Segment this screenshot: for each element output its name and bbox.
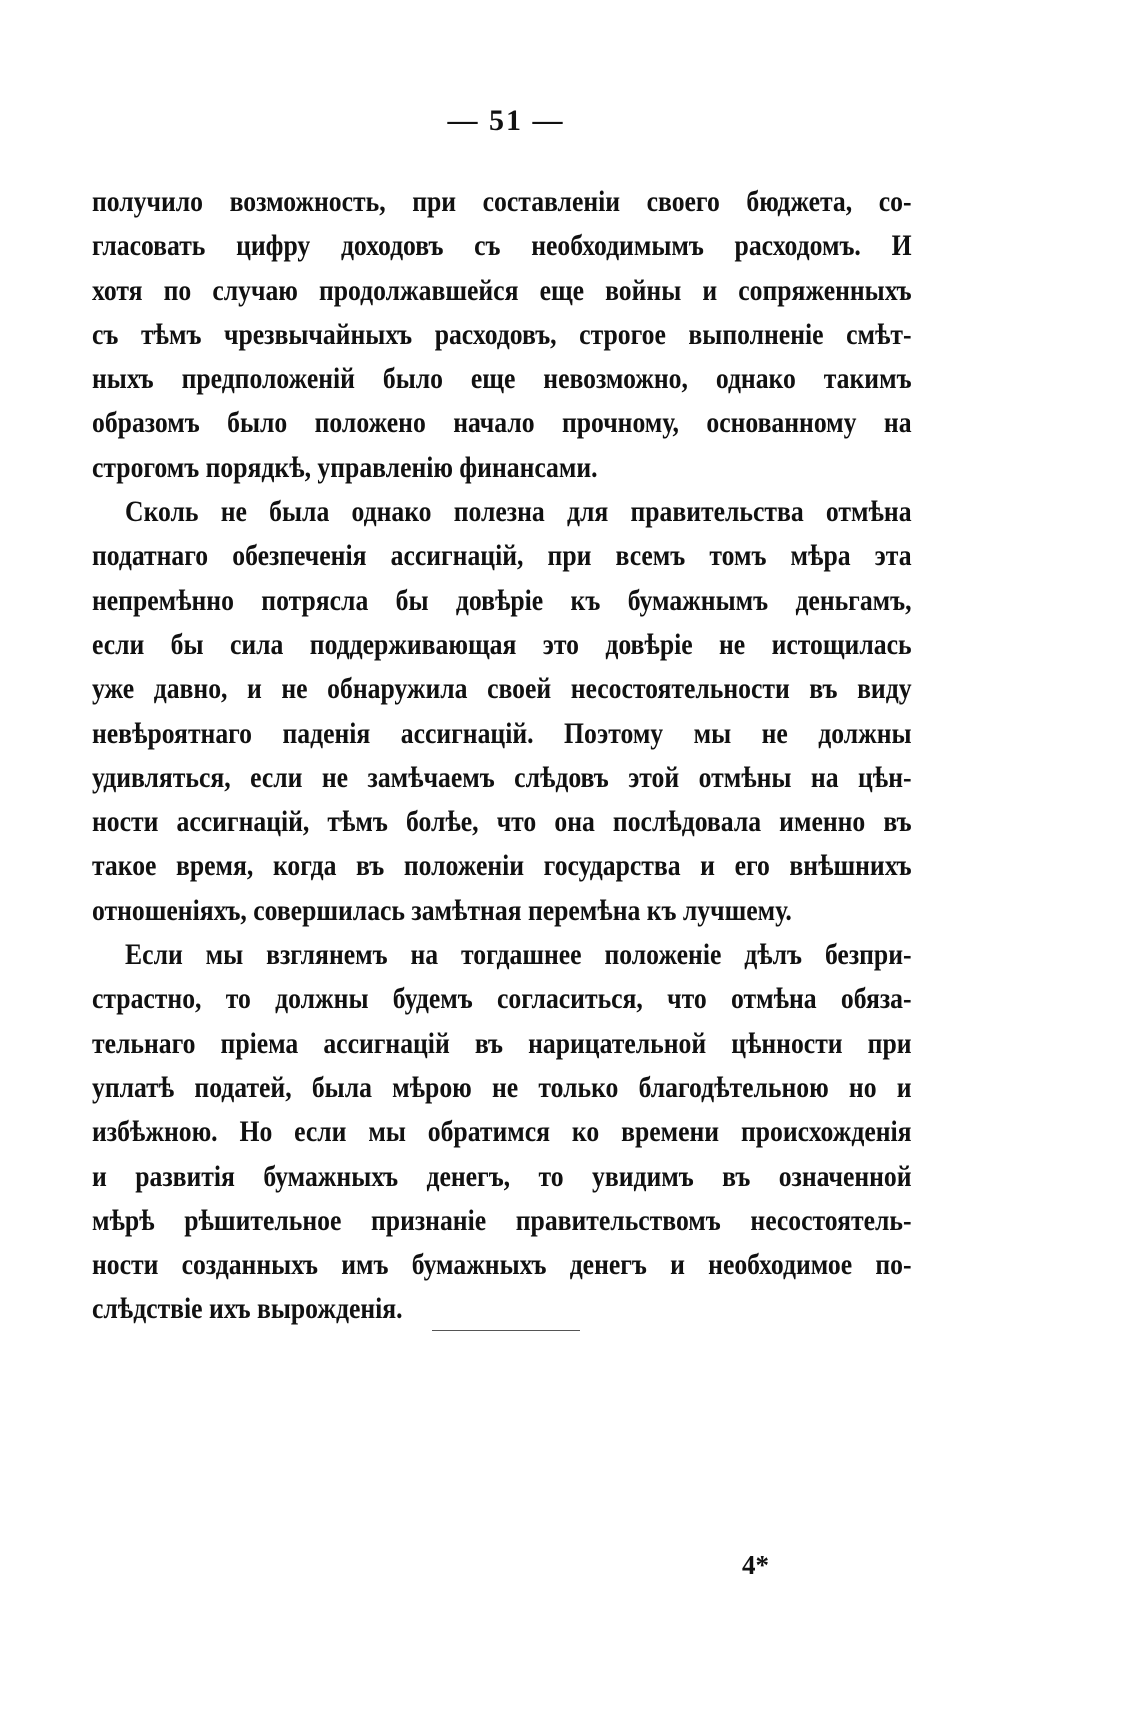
text-line: невѣроятнаго паденія ассигнацій. Поэтому мы не должны xyxy=(92,717,912,750)
text-line: избѣжною. Но если мы обратимся ко времени происхожденія xyxy=(92,1116,912,1149)
paragraph xyxy=(92,180,912,490)
text-line: такое время, когда въ положеніи государства и его внѣшнихъ xyxy=(92,850,912,883)
text-line: непремѣнно потрясла бы довѣріе къ бумажнымъ деньгамъ, xyxy=(92,584,912,617)
text-line: податнаго обезпеченія ассигнацій, при всемъ томъ мѣра эта xyxy=(92,540,912,573)
text-line: ности созданныхъ имъ бумажныхъ денегъ и необходимое по- xyxy=(92,1249,912,1282)
text-line: гласовать цифру доходовъ съ необходимымъ расходомъ. И xyxy=(92,230,912,263)
text-line: получило возможность, при составленіи своего бюджета, со- xyxy=(92,186,912,218)
text-line: съ тѣмъ чрезвычайныхъ расходовъ, строгое выполненіе смѣт- xyxy=(92,318,912,351)
text-line: уплатѣ податей, была мѣрою не только благодѣтельною но и xyxy=(92,1071,912,1104)
text-line: строгомъ порядкѣ, управленію финансами. xyxy=(92,451,598,484)
text-line: страстно, то должны будемъ согласиться, что отмѣна обяза- xyxy=(92,983,912,1016)
text-line: Сколь не была однако полезна для правительства отмѣна xyxy=(125,496,912,529)
paragraph xyxy=(92,490,912,933)
text-line: если бы сила поддерживающая это довѣріе не истощилась xyxy=(92,628,912,661)
printer-signature-mark: 4* xyxy=(742,1550,769,1580)
text-line: ныхъ предположеній было еще невозможно, однако такимъ xyxy=(92,363,912,396)
text-line: удивляться, если не замѣчаемъ слѣдовъ этой отмѣны на цѣн- xyxy=(92,761,912,794)
page-number: — 51 — xyxy=(447,104,565,137)
text-line: хотя по случаю продолжавшейся еще войны и сопряженныхъ xyxy=(92,274,912,307)
text-line: образомъ было положено начало прочному, основанному на xyxy=(92,407,912,440)
text-line: отношеніяхъ, совершилась замѣтная перемѣна къ лучшему. xyxy=(92,894,792,927)
text-line: тельнаго пріема ассигнацій въ нарицательной цѣнности при xyxy=(92,1027,912,1060)
text-line: мѣрѣ рѣшительное признаніе правительствомъ несостоятель- xyxy=(92,1204,912,1237)
text-line: слѣдствіе ихъ вырожденія. xyxy=(92,1293,403,1326)
body-text xyxy=(92,180,912,1332)
paragraph xyxy=(92,933,912,1332)
section-divider xyxy=(432,1330,580,1331)
text-line: ности ассигнацій, тѣмъ болѣе, что она послѣдовала именно въ xyxy=(92,806,912,839)
text-line: Если мы взглянемъ на тогдашнее положеніе дѣлъ безпри- xyxy=(125,939,912,972)
text-line: и развитія бумажныхъ денегъ, то увидимъ въ означенной xyxy=(92,1160,912,1193)
text-line: уже давно, и не обнаружила своей несостоятельности въ виду xyxy=(92,673,912,706)
